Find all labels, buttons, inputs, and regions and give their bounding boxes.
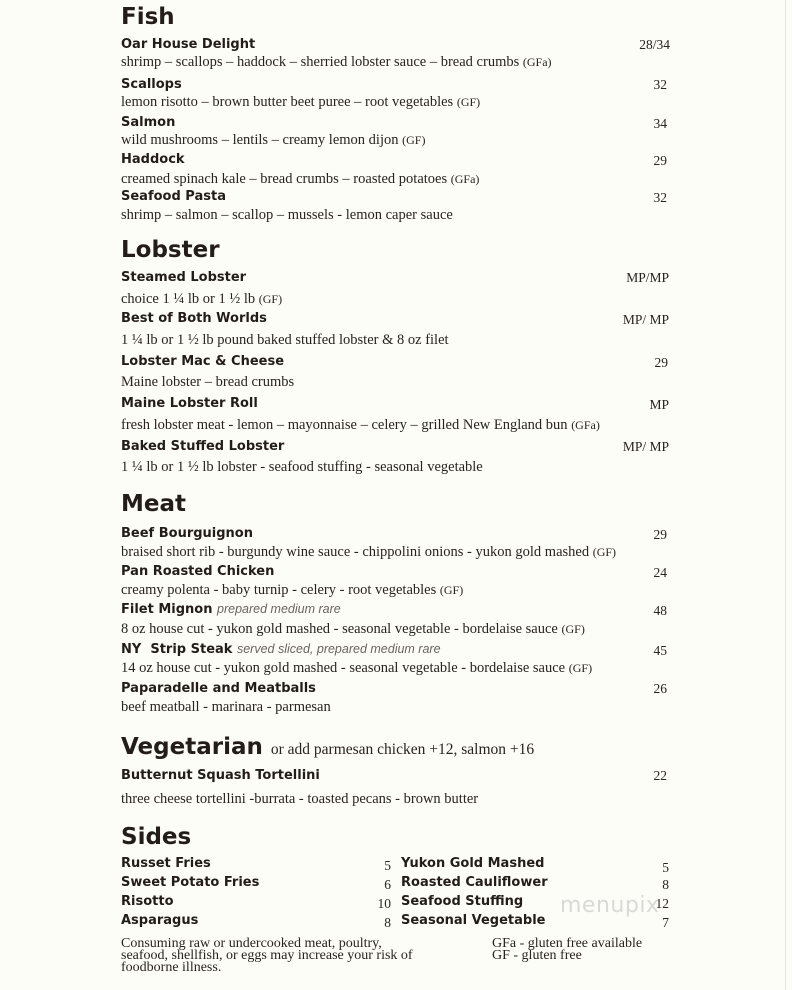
item-price: MP/ MP [622,312,669,327]
item-description: wild mushrooms – lentils – creamy lemon dijon (GF) [121,132,426,148]
dietary-legend: GFa - gluten free available GF - gluten free [492,936,643,963]
item-price: 26 [653,681,667,696]
item-name: Beef Bourguignon [121,526,253,541]
item-price: 29 [653,153,667,168]
side-price: 8 [384,915,391,930]
food-safety-warning: Consuming raw or undercooked meat, poultry, seafood, shellfish, or eggs may increase your risk of foodborne illness. [121,936,413,975]
watermark: menupix [560,893,660,918]
item-price: 22 [653,768,667,783]
item-price: 28/34 [639,37,670,52]
item-description: 8 oz house cut - yukon gold mashed - seasonal vegetable - bordelaise sauce (GF) [121,621,585,637]
item-name: Oar House Delight [121,37,256,52]
item-name: Maine Lobster Roll [121,396,258,411]
side-price: 5 [384,858,391,873]
item-description: beef meatball - marinara - parmesan [121,699,331,715]
side-name: Risotto [121,894,174,909]
item-note: prepared medium rare [217,602,341,616]
dietary-tag: (GFa) [450,172,480,186]
item-description: 1 ¼ lb or 1 ½ lb pound baked stuffed lobster & 8 oz filet [121,332,449,348]
item-description: 1 ¼ lb or 1 ½ lb lobster - seafood stuffing - seasonal vegetable [121,459,483,475]
item-price: MP/ MP [622,439,669,454]
item-price: 32 [653,77,667,92]
item-name: Seafood Pasta [121,189,226,204]
dietary-tag: (GF) [561,622,585,636]
item-name: Pan Roasted Chicken [121,564,275,579]
side-price: 12 [655,896,669,911]
addon-note: or add parmesan chicken +12, salmon +16 [270,741,535,758]
section-title-sides: Sides [121,824,192,850]
item-description: 14 oz house cut - yukon gold mashed - seasonal vegetable - bordelaise sauce (GF) [121,660,593,676]
dietary-tag: (GF) [592,545,617,559]
section-title-lobster: Lobster [121,237,220,263]
side-name: Sweet Potato Fries [121,875,260,890]
side-price: 5 [662,860,669,875]
item-price: 45 [653,643,667,658]
side-name: Asparagus [121,913,199,928]
item-name: Haddock [121,152,185,167]
item-name: Butternut Squash Tortellini [121,768,320,783]
item-price: 32 [653,190,667,205]
item-description: lemon risotto – brown butter beet puree – root vegetables (GF) [121,94,481,110]
side-price: 8 [662,877,669,892]
item-price: 29 [654,355,668,370]
item-description: shrimp – scallops – haddock – sherried lobster sauce – bread crumbs (GFa) [121,54,552,70]
side-name: Yukon Gold Mashed [401,856,545,871]
item-price: 24 [653,565,667,580]
dietary-tag: (GF) [258,292,283,306]
side-price: 10 [377,896,391,911]
item-name: Filet Mignon prepared medium rare [121,602,341,617]
item-description: fresh lobster meat - lemon – mayonnaise – celery – grilled New England bun (GFa) [121,417,600,433]
side-price: 6 [384,877,391,892]
side-name: Seafood Stuffing [401,894,524,909]
item-description: creamy polenta - baby turnip - celery - root vegetables (GF) [121,582,464,598]
section-title-meat: Meat [121,491,187,517]
item-name: Paparadelle and Meatballs [121,681,316,696]
side-name: Russet Fries [121,856,211,871]
dietary-tag: (GFa) [571,418,600,432]
item-description: Maine lobster – bread crumbs [121,374,295,390]
dietary-tag: (GF) [402,133,426,147]
item-price: MP [649,397,669,412]
dietary-tag: (GFa) [522,55,552,69]
item-name: Steamed Lobster [121,270,247,285]
item-description: braised short rib - burgundy wine sauce - chippolini onions - yukon gold mashed (GF) [121,544,617,560]
dietary-tag: (GF) [568,661,593,675]
section-title-fish: Fish [121,4,175,30]
side-name: Roasted Cauliflower [401,875,548,890]
item-price: 48 [653,603,667,618]
item-price: 29 [653,527,667,542]
item-description: choice 1 ¼ lb or 1 ½ lb (GF) [121,291,283,307]
item-price: MP/MP [626,270,669,285]
side-price: 7 [662,915,669,930]
item-name: Best of Both Worlds [121,311,267,326]
side-name: Seasonal Vegetable [401,913,546,928]
item-name: Scallops [121,77,182,92]
item-name: NY Strip Steak served sliced, prepared medium rare [121,642,441,657]
dietary-tag: (GF) [439,583,464,597]
item-note: served sliced, prepared medium rare [236,642,441,656]
item-description: shrimp – salmon – scallop – mussels - lemon caper sauce [121,207,453,223]
item-description: three cheese tortellini -burrata - toasted pecans - brown butter [121,791,479,807]
dietary-tag: (GF) [456,95,481,109]
item-name: Lobster Mac & Cheese [121,354,285,369]
item-name: Salmon [121,115,176,130]
page-edge [785,0,786,990]
item-description: creamed spinach kale – bread crumbs – roasted potatoes (GFa) [121,171,480,187]
section-title-vegetarian: Vegetarian or add parmesan chicken +12, salmon +16 [121,734,535,760]
item-price: 34 [653,116,667,131]
item-name: Baked Stuffed Lobster [121,439,285,454]
